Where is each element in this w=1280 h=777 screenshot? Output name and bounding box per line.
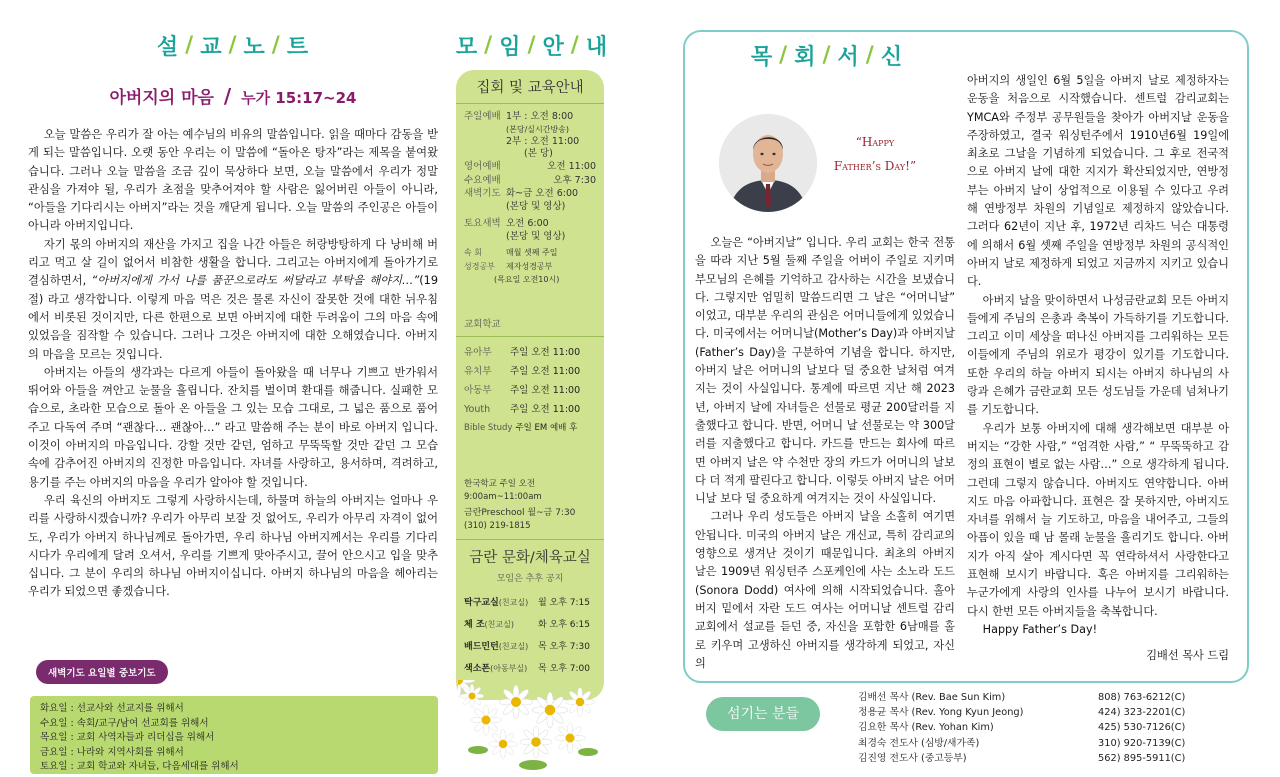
servants-contacts [858, 690, 1248, 766]
contact-row: 김배선 목사 (Rev. Bae Sun Kim) 808) 763-6212(C) [858, 692, 1186, 703]
sermon-paragraph: 아버지는 아들의 생각과는 다르게 아들이 돌아왔을 때 너무나 기쁘고 반가워서 뛰어와 아들을 껴안고 눈물을 흘립니다. 잔치를 벌이며 환대를 해줍니다. 실패한 모습으로, 초라한 모습으로 돌아 온 아들을 그 있는 모습 그대로, 그 넓은 품으로 품어주고 다독여 주며 “괜찮다… 괜찮아…” 라고 말씀해 주는 분이 바로 아버지 입니다. 이것이 아버지의 마음입니다. 강할 것만 같던, 엄하고 무뚝뚝할 것만 같던 그 모습 속에 감추어진 아버지의 진정한 마음입니다. 자녀를 사랑하고, 용서하며, 격려하고, 용기를 주는 아버지의 마음을 우리가 알아야 할 것입니다. [28, 365, 438, 489]
dawn-note: (본당 및 영상) [506, 201, 566, 213]
sunday-1: 1부 : 오전 8:00 [506, 111, 574, 122]
prayer-item: 목요일 : 교회 사역자들과 리더십을 위해서 [40, 732, 215, 743]
wed-label: 수요예배 [464, 174, 501, 186]
contact-row: 김요한 목사 (Rev. Yohan Kim) 425) 530-7126(C) [858, 722, 1186, 734]
sunday-label: 주일예배 [464, 111, 501, 122]
study-label: 성경공부 [464, 261, 495, 271]
prayer-tag: 새벽기도 요일별 중보기도 [36, 660, 168, 684]
contact-row: 최경숙 전도사 (심방/새가족) 310) 920-7139(C) [858, 737, 1186, 749]
prayer-item: 토요일 : 교회 학교와 자녀들, 다음세대를 위해서 [40, 761, 239, 772]
sermon-paragraph: 자기 몫의 아버지의 재산을 가지고 집을 나간 아들은 허랑방탕하게 다 낭비해 버리고 먹고 살 길이 없어서 비참한 생활을 합니다. 그리고는 아버지에게 돌아가기로 결심하면서, “아버지에게 가서 나를 품꾼으로라도 써달라고 부탁을 해야지…”(19절) 라고 생각합니다. 이렇게 마음 먹은 것은 물론 자신이 잘못한 것에 대한 뉘우침에서 비롯된 것이지만, 다른 한편으로 보면 아버지에 대한 두려움이 그의 마음 속에 있었음을 짐작할 수 있습니다. 그러나 그것은 아버지에 대한 오해였습니다. 아버지의 마음을 모르는 것입니다. [28, 237, 439, 361]
title-char: 노 [243, 35, 266, 60]
letter-column-a [695, 234, 955, 673]
wed-time: 오후 7:30 [553, 174, 596, 186]
fathers-day-greeting [825, 130, 925, 178]
prayer-item: 화요일 : 선교사와 선교지를 위해서 [40, 703, 184, 714]
letter-paragraph: 그러나 우리 성도들은 아버지 날을 소홀히 여기면 안됩니다. 미국의 아버지 날은 개신교, 특히 감리교의 영향으로 생겨난 것이기 때문입니다. 최초의 아버지 날은 1909년 워싱턴주 스포케인에 사는 소노라 도드(Sonora Dodd) 여사에 의해 시작되었습니다. 홀아버지 밑에서 자란 도드 여사는 어머니날 센트럴 감리교회에서 설교를 듣던 중, 자신을 포함한 6남매를 홀로 키우며 고생하신 아버지를 생각하게 되었고, 자신의 [695, 510, 955, 670]
greeting-line: Father’s Day!” [833, 159, 917, 173]
culture-sub: 모임은 추후 공지 [496, 573, 564, 584]
pastor-letter-title: 목 / 회 / 서 / 신 [747, 40, 907, 71]
title-char: 트 [286, 35, 310, 60]
class-label: 속 회 [464, 247, 482, 257]
pastor-letter-panel [683, 30, 1249, 683]
title-char: 목 [750, 45, 774, 70]
service-schedule [464, 110, 596, 286]
korean-school [464, 478, 596, 533]
title-char: 안 [542, 35, 565, 60]
school-row: 유아부 주일 오전 11:00 [464, 346, 581, 358]
school-header: 교회학교 [464, 318, 501, 330]
sunday-2: 2부 : 오전 11:00 [506, 135, 580, 147]
culture-class-row: 배드민턴(친교실) 목 오후 7:30 [464, 641, 591, 652]
prayer-item: 금요일 : 나라와 지역사회를 위해서 [40, 746, 184, 758]
pastor-portrait [719, 114, 817, 212]
letter-paragraph: 아버지의 생일인 6월 5일을 아버지 날로 제정하자는 운동을 처음으로 시작했습니다. 센트럴 감리교회는 YMCA와 주정부 공무원들을 찾아가 아버지날 운동을 주장하였고, 결국 워싱턴주에서 1910년6월 19일에 최초로 그날을 기념하게 되었습니다. 그 후로 전국적으로 아버지 날에 대한 지지가 확산되었지만, 연방정부는 아버지 날이 상업적으로 이용될 수 있다고 우려해 연방정부 차원의 기념일로 제정하지 않았습니다. 그러다 62년이 지난 후, 1972년 리차드 닉슨 대통령에 의해서 6월 셋째 주일을 연방정부 차원의 공식적인 아버지 날로 제정하게 되었고 지금까지 지키고 있습니다. [967, 74, 1229, 289]
culture-header: 금란 문화/체육교실 [456, 539, 604, 567]
culture-class-row: 탁구교실(친교실) 월 오후 7:15 [464, 597, 591, 608]
letter-paragraph: 오늘은 “아버지날” 입니다. 우리 교회는 한국 전통을 따라 지난 5월 둘째 주일을 어버이 주일로 지키며 부모님의 은혜를 기억하고 감사하는 시간을 보냈습니다. 그렇지만 엄밀히 말씀드리면 그 날은 “어머니날” 이었고, 대부분 우리의 관심은 어머니들에게 있었습니다. 미국에서는 어머니날(Mother’s Day)과 아버지날(Father’s Day)을 구분하여 기념을 합니다. 하지만, 아버지 날은 어머니의 날보다 덜 중요한 날처럼 여겨지는 것이 사실입니다. 통계에 따르면 지난 해 2023년, 아버지 날에 자녀들은 선물로 평균 200달러를 지출했다고 합니다. 반면, 어머니 날 선물로는 약 300달러를 지출했다고 합니다. 카드를 만드는 회사에 따르면 아버지 날은 약 수천만 장의 카드가 어머니의 날보다 더 적게 팔린다고 합니다. 이렇듯 아버지 날은 어머니날 보다 덜 중요하게 여겨지는 것이 사실입니다. [695, 236, 955, 506]
school-list [464, 343, 596, 438]
sat-note: (본당 및 영상) [506, 230, 566, 242]
school-row: 유치부 주일 오전 11:00 [464, 365, 581, 377]
title-char: 신 [880, 45, 904, 70]
class-time: 매월 셋째 주일 [506, 247, 558, 257]
meeting-panel [456, 70, 604, 700]
title-char: 회 [794, 45, 817, 70]
study-time: 제자성경공부 [506, 261, 553, 271]
meeting-title: 모 / 임 / 안 / 내 [462, 30, 602, 61]
letter-column-b [967, 72, 1229, 666]
dawn-time: 화~금 오전 6:00 [506, 188, 579, 200]
prayer-item: 수요일 : 속회/교구/남여 선교회를 위해서 [40, 717, 209, 729]
dawn-label: 새벽기도 [464, 188, 501, 200]
culture-class-row: 색소폰(아동부실) 목 오후 7:00 [464, 663, 591, 674]
sermon-title: 아버지의 마음 [109, 88, 214, 108]
meeting-header: 집회 및 교육안내 [456, 76, 604, 104]
servants-tag: 섬기는 분들 [706, 697, 820, 731]
sermon-notes-section [28, 30, 438, 602]
pastor-signature: 김배선 목사 드림 [1146, 649, 1229, 663]
sermon-verse: 누가 15:17~24 [241, 89, 357, 107]
school-row: Youth 주일 오전 11:00 [464, 403, 581, 415]
title-char: 설 [156, 35, 180, 60]
sermon-body [28, 126, 438, 602]
sunday-1-note: (본당/실시간방송) [506, 124, 570, 134]
prayer-list [30, 696, 438, 774]
sermon-notes-title: 설 / 교 / 노 / 트 [28, 30, 438, 61]
happy-fathers-day: Happy Father’s Day! [982, 622, 1098, 636]
prayer-section [30, 660, 438, 774]
title-char: 교 [200, 35, 223, 60]
sat-label: 토요새벽 [464, 218, 501, 230]
culture-class-row: 체 조(친교실) 화 오후 6:15 [464, 619, 591, 630]
sermon-paragraph: 오늘 말씀은 우리가 잘 아는 예수님의 비유의 말씀입니다. 읽을 때마다 감동을 받게 되는 말씀입니다. 오랫 동안 우리는 이 말씀에 “돌아온 탕자”라는 제목을 붙여왔습니다. 그러나 오늘 말씀을 조금 깊이 묵상하다 보면, 오늘 말씀에서 우리가 정말 관심을 가져야 될, 우리가 초점을 맞추어져야 할 사람은 잃어버린 아들이 아니라, “아들을 기다리시는 아버지”라는 것을 깨닫게 됩니다. 오늘 말씀의 주인공은 아들이 아니라 아버지입니다. [28, 128, 438, 233]
contact-row: 김진영 전도사 (중고등부) 562) 895-5911(C) [858, 752, 1186, 764]
korean-school-time: 한국학교 주일 오전 9:00am~11:00am [464, 478, 542, 502]
sermon-separator: / [223, 84, 232, 108]
title-char: 임 [499, 35, 522, 60]
title-char: 모 [455, 35, 479, 60]
sermon-heading [28, 83, 438, 108]
preschool-phone: (310) 219-1815 [464, 520, 531, 531]
letter-paragraph: 아버지 날을 맞이하면서 나성금란교회 모든 아버지들에게 주님의 은총과 축복이 가득하기를 기도합니다. 그리고 이미 세상을 떠나신 아버지를 그리워하는 모든 이들에게 주님의 위로가 평강이 있기를 기도합니다. 또한 우리의 하늘 아버지 되시는 아버지 하나님의 사랑과 은혜가 금란교회 모든 성도님들 가운데 넘쳐나기를 기도합니다. [967, 293, 1229, 417]
daisy-flowers-decoration [458, 680, 608, 772]
contact-row: 정용균 목사 (Rev. Yong Kyun Jeong) 424) 323-2201(C) [858, 707, 1186, 719]
english-time: 오전 11:00 [547, 160, 596, 172]
title-char: 내 [585, 35, 609, 60]
preschool-time: 금란Preschool 월~금 7:30 [464, 507, 576, 518]
culture-class-list [464, 592, 596, 680]
sermon-quote: “아버지에게 가서 나를 품꾼으로라도 써달라고 부탁을 해야지…” [91, 274, 420, 288]
sermon-paragraph: 우리 육신의 아버지도 그렇게 사랑하시는데, 하물며 하늘의 아버지는 얼마나 우리를 사랑하시겠습니까? 우리가 아무리 보잘 것 없어도, 우리가 아무리 자격이 없어도, 우리가 아버지 하나님께로 돌아가면, 우리 하나님 아버지께서는 우리를 기다리시다가 우리에게 달려 오셔서, 우리를 기쁘게 맞아주시고, 끌어 안으시고 입을 맞추십니다. 그 분이 우리의 하나님 아버지이십니다. 아버지 하나님의 마음을 헤아리는 우리가 되었으면 좋겠습니다. [28, 493, 438, 599]
study-note: (목요일 오전10시) [494, 274, 560, 284]
sat-time: 오전 6:00 [506, 218, 549, 230]
school-row: Bible Study 주일 EM 예배 후 [464, 422, 578, 433]
letter-paragraph: 우리가 보통 아버지에 대해 생각해보면 대부분 아버지는 “강한 사람,” “엄격한 사람,” “ 무뚝뚝하고 감정의 표현이 별로 없는 사람…” 으로 생각하게 됩니다. 그런데 그렇지 않습니다. 아버지도 연약합니다. 아버지도 마음 아파합니다. 표현은 잘 못하지만, 아버지도 자녀를 위해서 늘 기도하고, 마음을 내어주고, 그들의 아픔이 있을 때 남 몰래 눈물을 흘리기도 합니다. 아버지가 아직 살아 계시다면 꼭 연락하셔서 사랑한다고 표현해 보시기 바랍니다. 혹은 아버지를 그리워하는 누군가에게 사랑의 인사를 나누어 보시기 바랍니다. 다시 한번 모든 아버지들을 축복합니다. [967, 421, 1229, 618]
school-row: 아동부 주일 오전 11:00 [464, 384, 581, 396]
title-char: 서 [837, 45, 860, 70]
sunday-2-note: (본 당) [524, 147, 553, 159]
english-label: 영어예배 [464, 160, 501, 172]
greeting-line: “Happy [855, 135, 895, 149]
